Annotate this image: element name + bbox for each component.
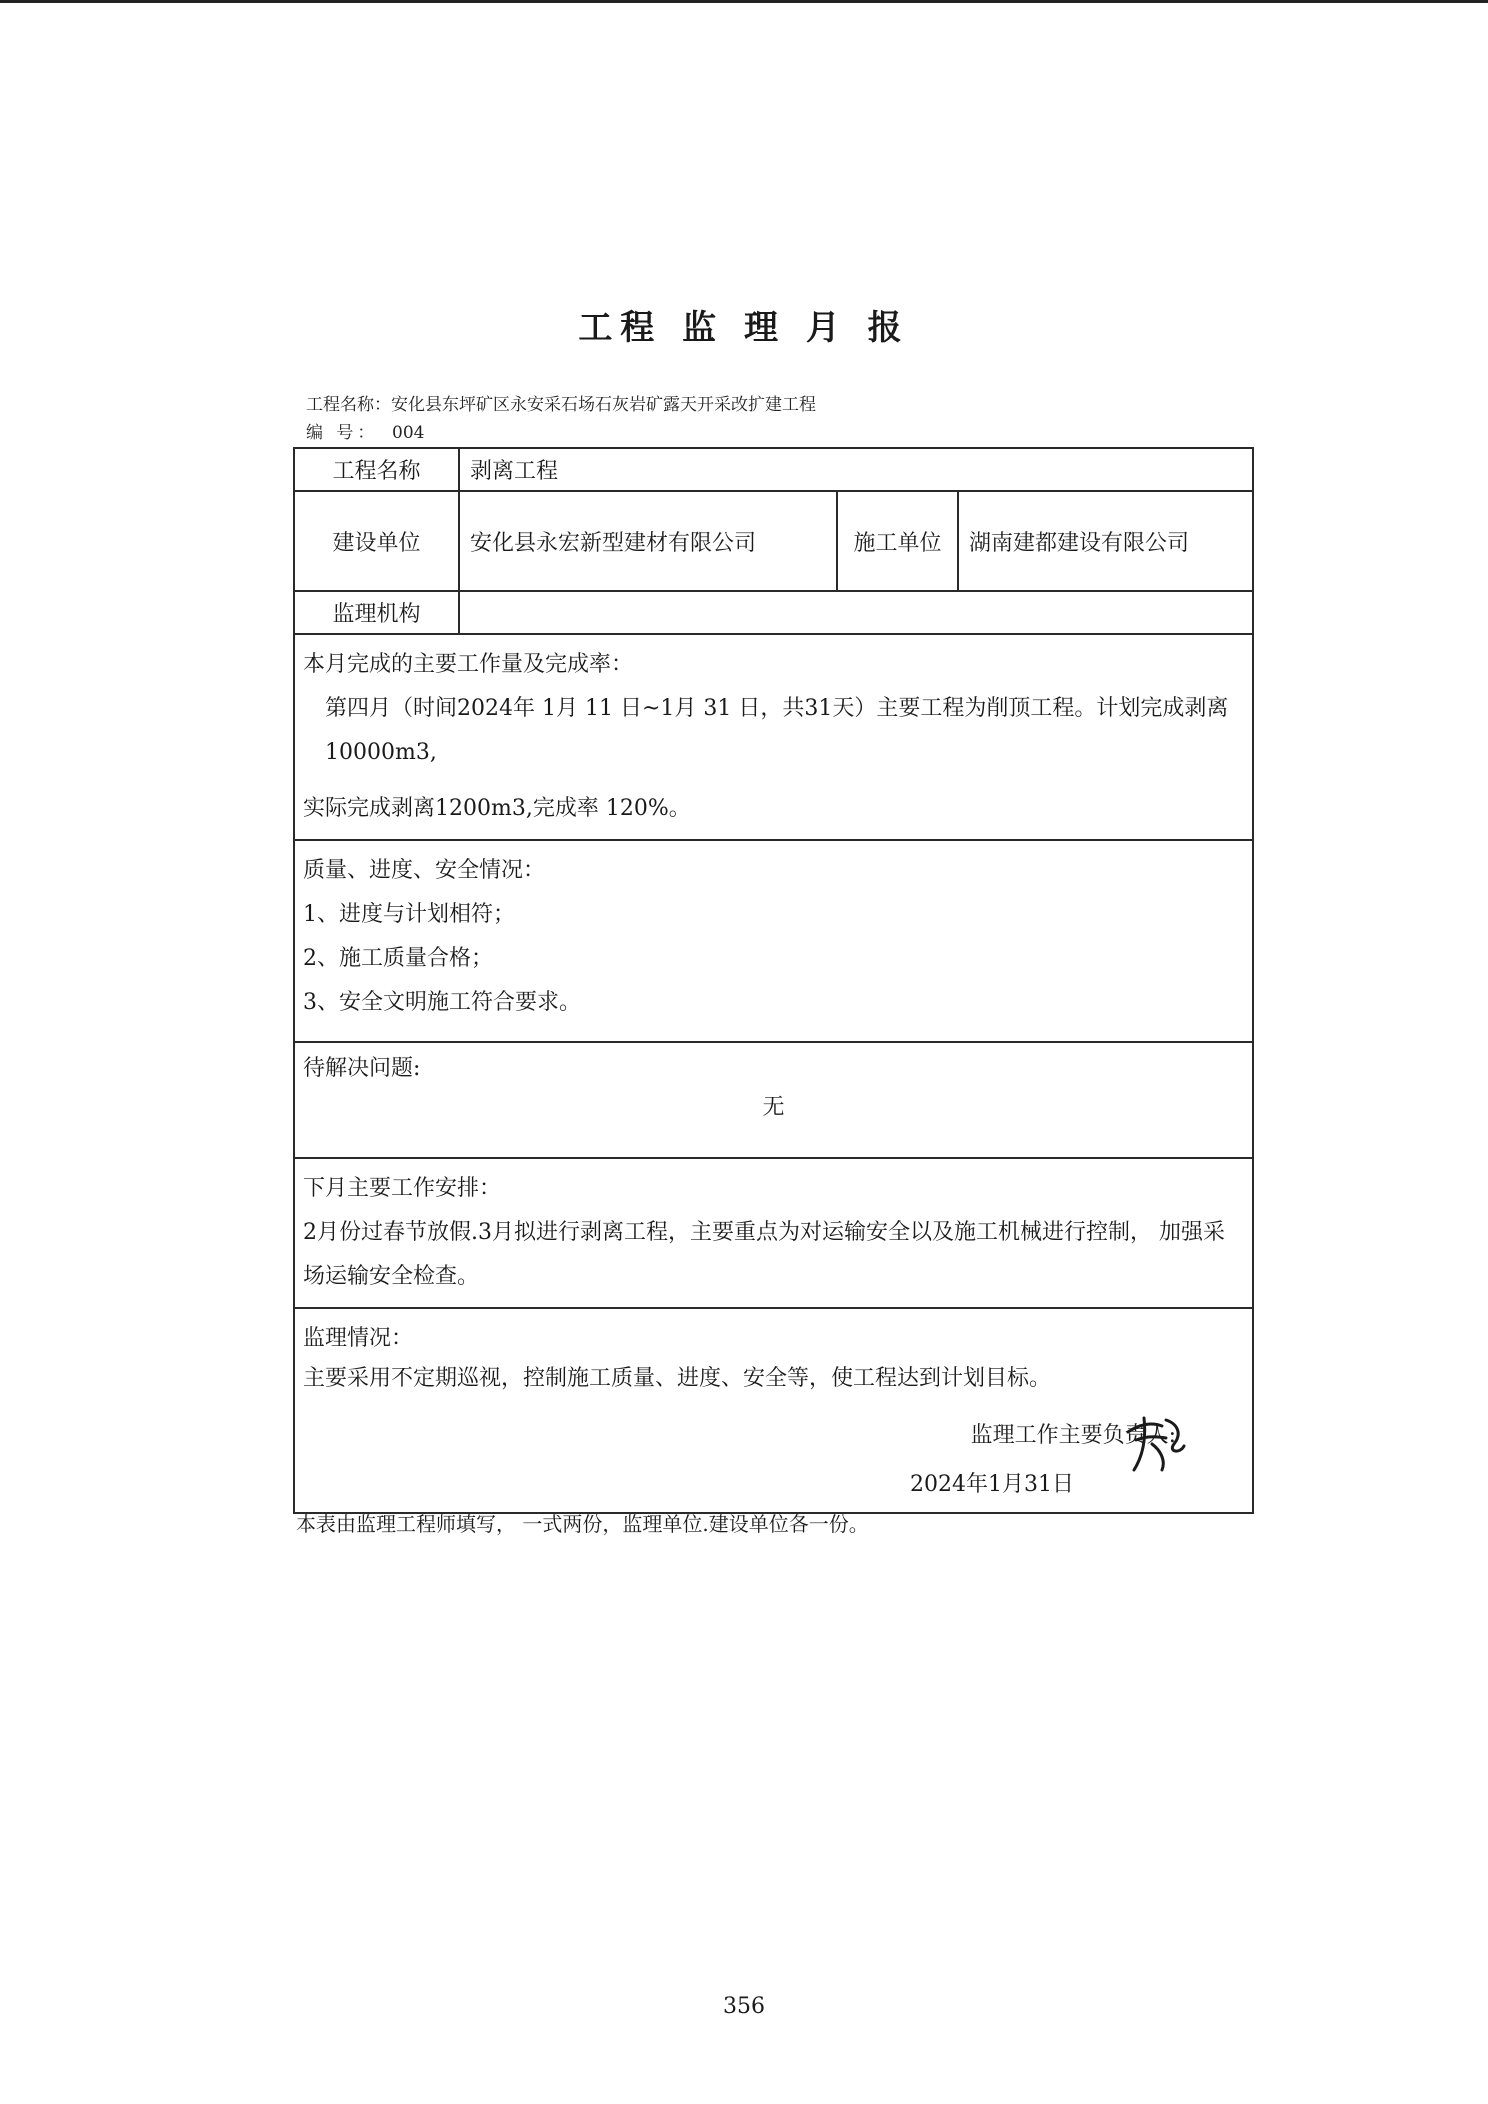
- next-month-section: [294, 1158, 1253, 1308]
- signature-label: 监理工作主要负责人:: [970, 1423, 1176, 1448]
- project-name-label: 工程名称: [294, 448, 459, 491]
- row-next-month: [294, 1158, 1253, 1308]
- work-completed-section: [294, 634, 1253, 840]
- row-quality: [294, 840, 1253, 1042]
- work-completed-line-1: 第四月（时间2024年 1月 11 日~1月 31 日，共31天）主要工程为削顶工程。计划完成剥离10000m3,: [325, 696, 1229, 765]
- row-units: [294, 491, 1253, 591]
- number-value: 004: [392, 423, 425, 443]
- next-month-line-1: 2月份过春节放假.3月拟进行剥离工程，主要重点为对运输安全以及施工机械进行控制， 加强采: [303, 1220, 1225, 1245]
- number-label: 编 号：: [306, 423, 379, 443]
- top-border-line: [0, 0, 1488, 3]
- page-title: 工程 监 理 月 报: [578, 308, 910, 348]
- quality-item-2: 2、施工质量合格；: [303, 946, 493, 971]
- quality-section: [294, 840, 1253, 1042]
- project-name-line: 工程名称：安化县东坪矿区永安采石场石灰岩矿露天开采改扩建工程: [306, 395, 816, 415]
- contractor-value: 湖南建都建设有限公司: [958, 491, 1253, 591]
- supervision-heading: 监理情况：: [303, 1326, 414, 1351]
- next-month-line-2: 场运输安全检查。: [303, 1264, 480, 1289]
- issues-value: 无: [762, 1095, 785, 1120]
- page-number: 356: [723, 1994, 765, 2019]
- row-issues: [294, 1042, 1253, 1158]
- next-month-heading: 下月主要工作安排：: [303, 1176, 502, 1201]
- issues-heading: 待解决问题:: [303, 1056, 421, 1081]
- supervision-section: [294, 1308, 1253, 1513]
- footnote: 本表由监理工程师填写， 一式两份，监理单位.建设单位各一份。: [296, 1512, 869, 1536]
- row-work-completed: [294, 634, 1253, 840]
- report-date: 2024年1月31日: [910, 1472, 1074, 1497]
- project-name-value: 剥离工程: [459, 448, 1253, 491]
- signature-line: [303, 1418, 1244, 1449]
- client-unit-label: 建设单位: [294, 491, 459, 591]
- quality-item-3: 3、安全文明施工符合要求。: [303, 990, 581, 1015]
- client-unit-value: 安化县永宏新型建材有限公司: [459, 491, 837, 591]
- row-supervision: [294, 1308, 1253, 1513]
- work-completed-line-2: 实际完成剥离1200m3,完成率 120%。: [303, 796, 691, 821]
- quality-heading: 质量、进度、安全情况：: [303, 858, 546, 883]
- report-form-table: [293, 447, 1254, 1514]
- row-supervision-org: [294, 591, 1253, 634]
- supervision-org-value: [459, 591, 1253, 634]
- handwritten-signature: [1122, 1410, 1188, 1476]
- supervision-line-1: 主要采用不定期巡视，控制施工质量、进度、安全等，使工程达到计划目标。: [303, 1366, 1052, 1391]
- supervision-org-label: 监理机构: [294, 591, 459, 634]
- contractor-label: 施工单位: [837, 491, 958, 591]
- issues-section: [294, 1042, 1253, 1158]
- quality-item-1: 1、进度与计划相符；: [303, 902, 515, 927]
- row-project-name: [294, 448, 1253, 491]
- number-line: [306, 418, 424, 443]
- work-completed-heading: 本月完成的主要工作量及完成率：: [303, 652, 634, 677]
